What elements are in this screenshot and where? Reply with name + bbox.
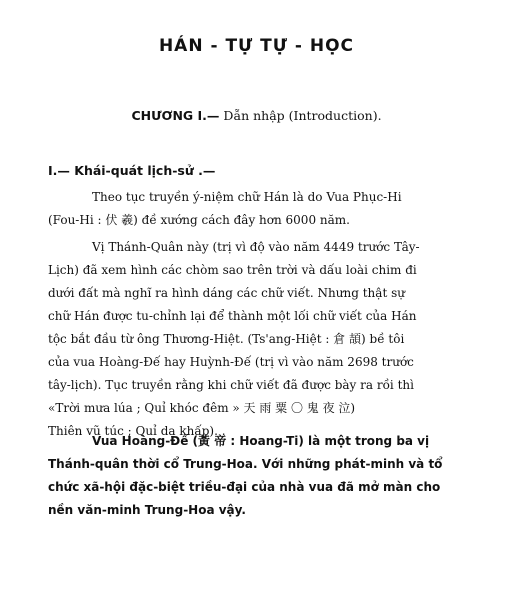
paragraph-line: Vị Thánh-Quân này (trị vì độ vào năm 4449 trước Tây-: [92, 240, 420, 254]
paragraph-line: Thiên vũ túc ; Quỉ dạ khấp). .: [48, 424, 226, 438]
paragraph-line: Lịch) đã xem hình các chòm sao trên trời và dấu loài chim đi: [48, 263, 417, 277]
paragraph-line: tây-lịch). Tục truyền rằng khi chữ viết đã được bày ra rồi thì: [48, 378, 414, 392]
paragraph-line: của vua Hoàng-Đế hay Huỳnh-Đế (trị vì vào năm 2698 trước: [48, 355, 414, 369]
paragraph-line: chức xã-hội đặc-biệt triều-đại của nhà vua đã mở màn cho: [48, 480, 441, 494]
chapter-subtitle: Dẫn nhập (Introduction).: [223, 108, 382, 123]
chapter-label: CHƯƠNG I.—: [131, 108, 220, 123]
chapter-heading: [0, 108, 513, 123]
paragraph-line: (Fou-Hi : 伏 羲) đề xướng cách đây hơn 6000 năm.: [48, 213, 350, 227]
paragraph-2: [48, 236, 462, 443]
paragraph-line: dưới đất mà nghĩ ra hình dáng các chữ viết. Nhưng thật sự: [48, 286, 405, 300]
section-heading: I.— Khái-quát lịch-sử .—: [48, 163, 216, 178]
paragraph-line: chữ Hán được tu-chỉnh lại để thành một lối chữ viết của Hán: [48, 309, 417, 323]
paragraph-line: Vua Hoàng-Đế (黃 帝 : Hoang-Ti) là một trong ba vị: [92, 434, 430, 448]
paragraph-line: Theo tục truyền ý-niệm chữ Hán là do Vua Phục-Hi: [92, 190, 402, 204]
paragraph-line: tộc bắt đầu từ ông Thương-Hiệt. (Ts'ang-Hiệt : 倉 頡) bề tôi: [48, 332, 405, 346]
paragraph-line: Thánh-quân thời cổ Trung-Hoa. Với những phát-minh và tổ: [48, 457, 443, 471]
paragraph-line: «Trời mưa lúa ; Quỉ khóc đêm » 天 雨 粟 〇 鬼 夜 泣): [48, 401, 356, 415]
book-title: HÁN - TỰ TỰ - HỌC: [158, 36, 355, 56]
paragraph-line: nền văn-minh Trung-Hoa vậy.: [48, 503, 246, 517]
paragraph-3: [48, 430, 462, 522]
paragraph-1: [48, 186, 462, 232]
